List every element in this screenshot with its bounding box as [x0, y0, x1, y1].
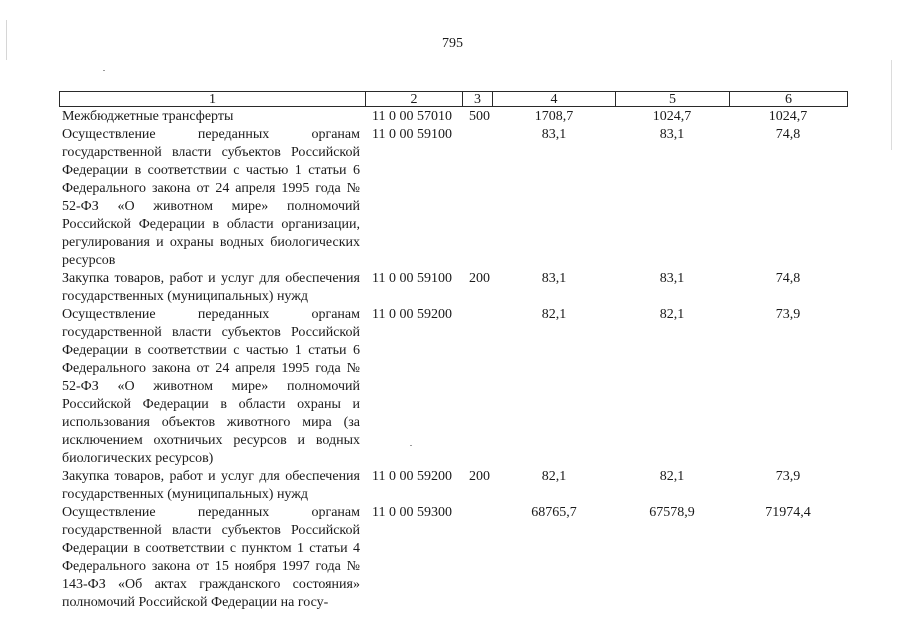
- table-body: [0, 108, 905, 612]
- row-description: Закупка товаров, работ и услуг для обеспечения государственных (муниципальных) нужд: [62, 469, 360, 502]
- row-value-col5: 82,1: [659, 307, 685, 322]
- row-code: 11 0 00 59300: [372, 505, 452, 520]
- header-col-1: 1: [60, 92, 366, 106]
- header-col-4: 4: [493, 92, 616, 106]
- header-col-3: 3: [463, 92, 493, 106]
- row-expense-type: 200: [469, 469, 490, 484]
- row-value-col6: 71974,4: [765, 505, 811, 520]
- row-description: Осуществление переданных органам государственной власти субъектов Российской Федерации в соответствии с частью 1 статьи 6 Федерального закона от 24 апреля 1995 года № 52-ФЗ «О животном мире» полномочий Российской Федерации в области охраны и использования объектов животного мира (за исключением охотничьих ресурсов и водных биологических ресурсов): [62, 307, 360, 466]
- row-value-col4: 83,1: [541, 271, 567, 286]
- scan-speck: [103, 70, 105, 71]
- row-value-col5: 1024,7: [652, 109, 692, 124]
- row-value-col6: 74,8: [775, 127, 801, 142]
- table-row: [0, 504, 905, 612]
- row-code: 11 0 00 57010: [372, 109, 452, 124]
- row-description: Осуществление переданных органам государственной власти субъектов Российской Федерации в соответствии с пунктом 1 статьи 4 Федерального закона от 15 ноября 1997 года № 143-ФЗ «Об актах гражданского состояния» полномочий Российской Федерации на госу-: [62, 505, 360, 610]
- row-value-col5: 83,1: [659, 127, 685, 142]
- header-col-6: 6: [785, 92, 792, 107]
- row-value-col5: 83,1: [659, 271, 685, 286]
- row-value-col4: 82,1: [541, 307, 567, 322]
- table-row: [0, 306, 905, 468]
- row-expense-type: 500: [469, 109, 490, 124]
- row-value-col6: 73,9: [775, 469, 801, 484]
- row-code: 11 0 00 59200: [372, 469, 452, 484]
- row-value-col4: 1708,7: [534, 109, 574, 124]
- table-row: [0, 126, 905, 270]
- table-row: [0, 270, 905, 306]
- row-value-col6: 1024,7: [768, 109, 808, 124]
- page-number: 795: [442, 36, 463, 51]
- row-value-col5: 82,1: [659, 469, 685, 484]
- row-value-col5: 67578,9: [649, 505, 695, 520]
- row-code: 11 0 00 59100: [372, 127, 452, 142]
- header-col-5: 5: [616, 92, 730, 106]
- header-col-2: 2: [366, 92, 463, 106]
- row-value-col6: 73,9: [775, 307, 801, 322]
- scan-edge: [6, 20, 7, 60]
- table-row: [0, 108, 905, 126]
- row-description: Межбюджетные трансферты: [62, 109, 234, 124]
- scan-edge: [891, 60, 892, 150]
- row-code: 11 0 00 59100: [372, 271, 452, 286]
- row-description: Осуществление переданных органам государственной власти субъектов Российской Федерации в соответствии с частью 1 статьи 6 Федерального закона от 24 апреля 1995 года № 52-ФЗ «О животном мире» полномочий Российской Федерации в области организации, регулирования и охраны водных биологических ресурсов: [62, 127, 360, 268]
- row-expense-type: 200: [469, 271, 490, 286]
- row-code: 11 0 00 59200: [372, 307, 452, 322]
- row-value-col4: 83,1: [541, 127, 567, 142]
- row-description: Закупка товаров, работ и услуг для обеспечения государственных (муниципальных) нужд: [62, 271, 360, 304]
- table-row: [0, 468, 905, 504]
- scan-speck: [410, 445, 412, 446]
- row-value-col6: 74,8: [775, 271, 801, 286]
- row-value-col4: 82,1: [541, 469, 567, 484]
- table-header-row: [59, 91, 848, 107]
- row-value-col4: 68765,7: [531, 505, 577, 520]
